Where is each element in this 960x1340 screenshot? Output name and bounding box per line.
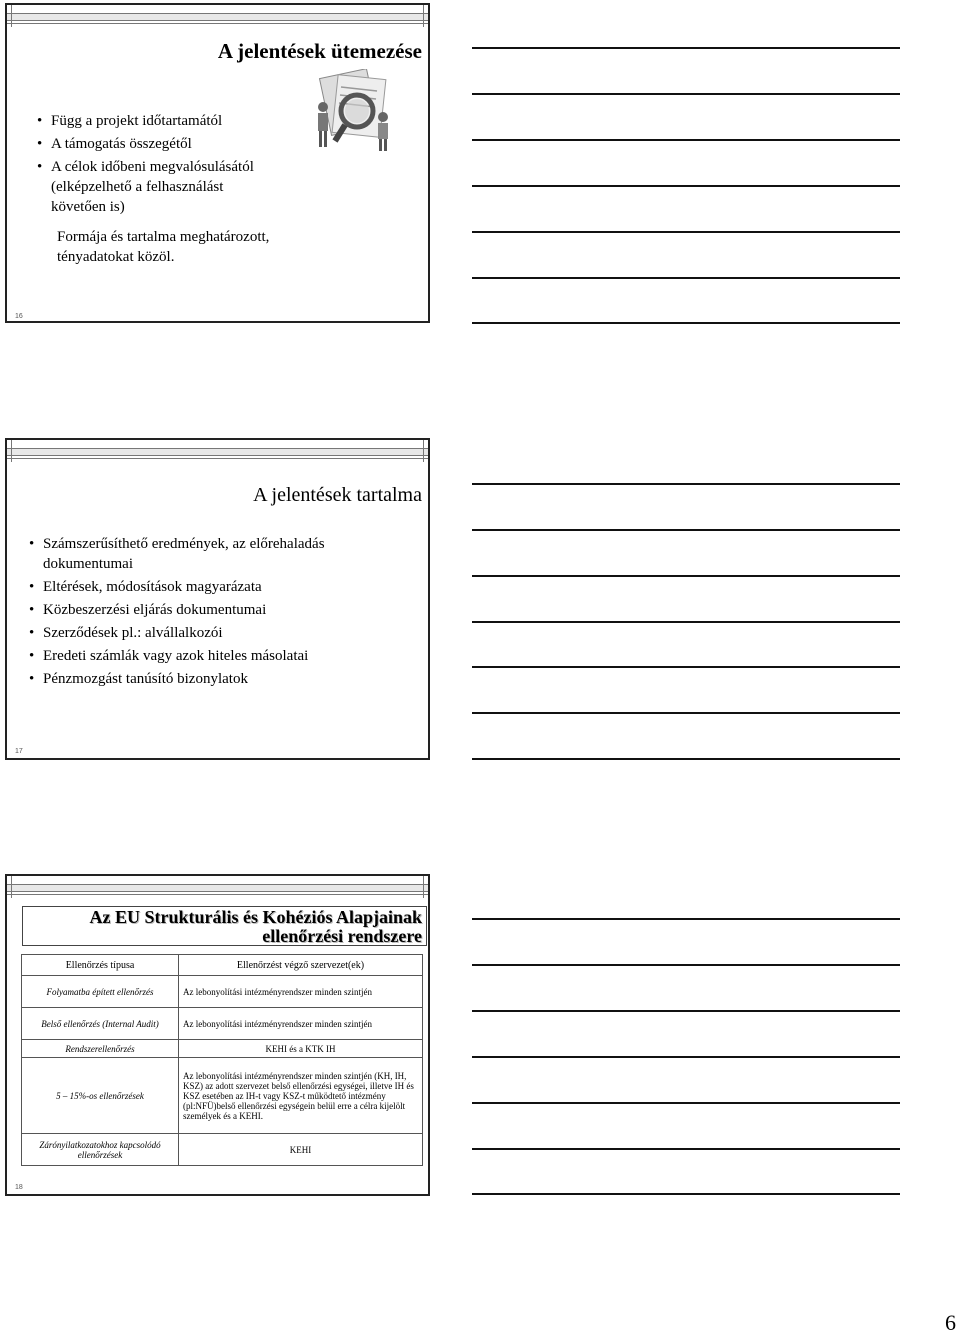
slide-header-left-tick bbox=[11, 440, 12, 462]
slide-paragraph: Formája és tartalma meghatározott, tényadatokat közöl. bbox=[57, 229, 270, 265]
table-row bbox=[22, 976, 423, 1008]
note-line bbox=[472, 1010, 900, 1012]
bullet-item: • Szerződések pl.: alvállalkozói bbox=[29, 623, 359, 643]
slide-17 bbox=[5, 438, 430, 760]
note-line bbox=[472, 666, 900, 668]
note-line bbox=[472, 322, 900, 324]
slide-16 bbox=[5, 3, 430, 323]
table-cell-type: Rendszerellenőrzés bbox=[22, 1040, 179, 1058]
note-line bbox=[472, 1102, 900, 1104]
table-cell-type: Folyamatba épített ellenőrzés bbox=[22, 976, 179, 1008]
slide-header-line bbox=[7, 23, 428, 24]
bullet-item: • Pénzmozgást tanúsító bizonylatok bbox=[29, 669, 359, 689]
bullet-item: • Számszerűsíthető eredmények, az előrehaladás dokumentumai bbox=[29, 534, 359, 574]
note-line bbox=[472, 1148, 900, 1150]
slide-title: A jelentések ütemezése bbox=[217, 39, 422, 63]
table-cell-org: KEHI és a KTK IH bbox=[179, 1040, 423, 1058]
slide-header-bar bbox=[7, 13, 428, 21]
note-line bbox=[472, 964, 900, 966]
slide-title bbox=[22, 906, 427, 946]
slide-title-line-2: ellenőrzési rendszere bbox=[262, 926, 422, 946]
table-cell-org: KEHI bbox=[179, 1134, 423, 1166]
table-row bbox=[22, 1058, 423, 1134]
note-line bbox=[472, 529, 900, 531]
note-line bbox=[472, 1193, 900, 1195]
note-line bbox=[472, 277, 900, 279]
bullet-list bbox=[29, 534, 359, 692]
note-line bbox=[472, 575, 900, 577]
slide-header-line bbox=[7, 458, 428, 459]
table-cell-org: Az lebonyolítási intézményrendszer minden szintjén bbox=[179, 976, 423, 1008]
page-number: 6 bbox=[945, 1310, 956, 1335]
slide-number: 18 bbox=[15, 1184, 23, 1191]
bullet-item: • Eltérések, módosítások magyarázata bbox=[29, 577, 359, 597]
table-header-cell: Ellenőrzés típusa bbox=[22, 955, 179, 976]
note-line bbox=[472, 1056, 900, 1058]
note-line bbox=[472, 47, 900, 49]
note-line bbox=[472, 712, 900, 714]
bullet-item: • Közbeszerzési eljárás dokumentumai bbox=[29, 600, 359, 620]
note-line bbox=[472, 918, 900, 920]
slide-title-line-1: Az EU Strukturális és Kohéziós Alapjainak bbox=[89, 907, 422, 927]
bullet-item: • A támogatás összegétől bbox=[37, 134, 277, 154]
table-cell-org: Az lebonyolítási intézményrendszer minden szintjén bbox=[179, 1008, 423, 1040]
bullet-item: • Eredeti számlák vagy azok hiteles másolatai bbox=[29, 646, 359, 666]
slide-number: 17 bbox=[15, 748, 23, 755]
table-row bbox=[22, 1008, 423, 1040]
table-cell-type: Belső ellenőrzés (Internal Audit) bbox=[22, 1008, 179, 1040]
table-row bbox=[22, 1134, 423, 1166]
slide-header-bar bbox=[7, 448, 428, 456]
slide-header-right-tick bbox=[423, 440, 424, 462]
slide-title: A jelentések tartalma bbox=[253, 484, 422, 506]
slide-header-line bbox=[7, 894, 428, 895]
slide-number: 16 bbox=[15, 313, 23, 320]
note-line bbox=[472, 231, 900, 233]
table-cell-type: Zárónyilatkozatokhoz kapcsolódó ellenőrzések bbox=[22, 1134, 179, 1166]
bullet-item: • Függ a projekt időtartamától bbox=[37, 111, 277, 131]
note-line bbox=[472, 621, 900, 623]
control-system-table bbox=[21, 954, 423, 1166]
bullet-list bbox=[37, 111, 277, 220]
note-line bbox=[472, 758, 900, 760]
note-line bbox=[472, 139, 900, 141]
slide-header-left-tick bbox=[11, 876, 12, 898]
slide-header-bar bbox=[7, 884, 428, 892]
note-line bbox=[472, 93, 900, 95]
slide-18 bbox=[5, 874, 430, 1196]
note-line bbox=[472, 185, 900, 187]
slide-header-right-tick bbox=[423, 876, 424, 898]
table-row bbox=[22, 1040, 423, 1058]
table-header-row bbox=[22, 955, 423, 976]
table-cell-org: Az lebonyolítási intézményrendszer minden szintjén (KH, IH, KSZ) az adott szervezet belső ellenőrzési egységei, illetve IH és KSZ esetében az IH-t vagy KSZ-t működtető intézmény (pl:NFÜ)belső ellenőrzési egységein belül erre a célra kijelölt személyek és a KEHI. bbox=[179, 1058, 423, 1134]
bullet-item: • A célok időbeni megvalósulásától (elképzelhető a felhasználást követően is) bbox=[37, 157, 277, 217]
slide-header-right-tick bbox=[423, 5, 424, 27]
slide-header-left-tick bbox=[11, 5, 12, 27]
people-magnifier-documents-icon bbox=[307, 69, 399, 157]
table-header-cell: Ellenőrzést végző szervezet(ek) bbox=[179, 955, 423, 976]
table-cell-type: 5 – 15%-os ellenőrzések bbox=[22, 1058, 179, 1134]
note-line bbox=[472, 483, 900, 485]
